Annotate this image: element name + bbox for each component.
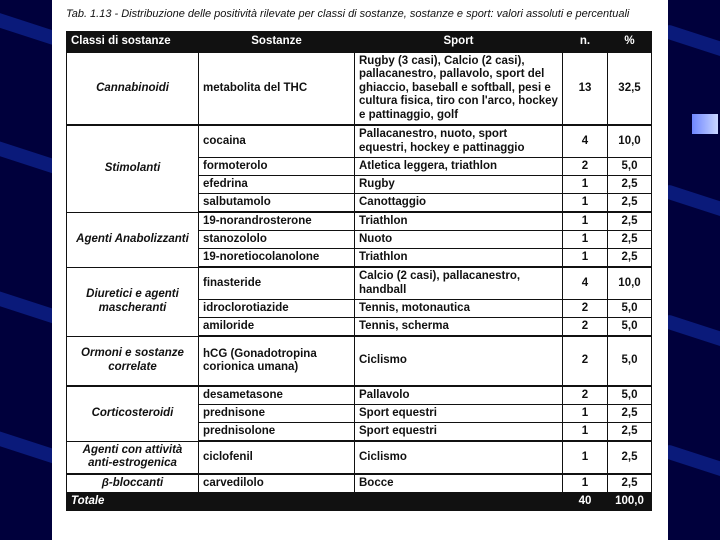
background-stripe bbox=[661, 183, 720, 230]
pct-cell: 2,5 bbox=[608, 441, 652, 474]
substance-cell: formoterolo bbox=[199, 158, 355, 176]
background-stripe bbox=[661, 23, 720, 70]
n-cell: 1 bbox=[563, 194, 608, 213]
table-row bbox=[67, 336, 652, 386]
header-pct: % bbox=[608, 32, 652, 53]
pct-cell: 32,5 bbox=[608, 53, 652, 126]
pct-cell: 2,5 bbox=[608, 405, 652, 423]
sport-cell: Sport equestri bbox=[355, 423, 563, 442]
substances-table bbox=[66, 31, 652, 511]
substance-cell: prednisone bbox=[199, 405, 355, 423]
pct-cell: 5,0 bbox=[608, 300, 652, 318]
substance-cell: desametasone bbox=[199, 386, 355, 405]
class-cell: Stimolanti bbox=[67, 125, 199, 212]
sport-cell: Atletica leggera, triathlon bbox=[355, 158, 563, 176]
header-substance: Sostanze bbox=[199, 32, 355, 53]
table-row bbox=[67, 212, 652, 231]
n-cell: 1 bbox=[563, 249, 608, 268]
substance-cell: amiloride bbox=[199, 318, 355, 337]
table-row bbox=[67, 267, 652, 300]
table-row bbox=[67, 441, 652, 474]
substance-cell: 19-norandrosterone bbox=[199, 212, 355, 231]
pct-cell: 2,5 bbox=[608, 249, 652, 268]
substance-cell: efedrina bbox=[199, 176, 355, 194]
n-cell: 2 bbox=[563, 300, 608, 318]
sport-cell: Tennis, motonautica bbox=[355, 300, 563, 318]
n-cell: 2 bbox=[563, 386, 608, 405]
pct-cell: 2,5 bbox=[608, 474, 652, 493]
substance-cell: finasteride bbox=[199, 267, 355, 300]
n-cell: 4 bbox=[563, 267, 608, 300]
pct-cell: 10,0 bbox=[608, 125, 652, 158]
pct-cell: 2,5 bbox=[608, 194, 652, 213]
pct-cell: 10,0 bbox=[608, 267, 652, 300]
sport-cell: Nuoto bbox=[355, 231, 563, 249]
n-cell: 1 bbox=[563, 441, 608, 474]
pct-cell: 5,0 bbox=[608, 318, 652, 337]
pct-cell: 5,0 bbox=[608, 158, 652, 176]
sport-cell: Rugby (3 casi), Calcio (2 casi), pallacanestro, pallavolo, sport del ghiaccio, baseball e softball, pesi e cultura fisica, tiro con l'arco, hockey e pattinaggio, golf bbox=[355, 53, 563, 126]
n-cell: 1 bbox=[563, 474, 608, 493]
table-row bbox=[67, 474, 652, 493]
class-cell: Agenti con attività anti-estrogenica bbox=[67, 441, 199, 474]
class-cell: Agenti Anabolizzanti bbox=[67, 212, 199, 267]
sport-cell: Pallacanestro, nuoto, sport equestri, hockey e pattinaggio bbox=[355, 125, 563, 158]
n-cell: 2 bbox=[563, 318, 608, 337]
sport-cell: Bocce bbox=[355, 474, 563, 493]
sport-cell: Canottaggio bbox=[355, 194, 563, 213]
pct-cell: 5,0 bbox=[608, 386, 652, 405]
n-cell: 1 bbox=[563, 212, 608, 231]
table-caption: Tab. 1.13 - Distribuzione delle positività rilevate per classi di sostanze, sostanze e sport: valori assoluti e percentuali bbox=[66, 8, 630, 20]
substance-cell: metabolita del THC bbox=[199, 53, 355, 126]
n-cell: 1 bbox=[563, 423, 608, 442]
total-pct: 100,0 bbox=[608, 493, 652, 511]
class-cell: β-bloccanti bbox=[67, 474, 199, 493]
header-n: n. bbox=[563, 32, 608, 53]
substance-cell: salbutamolo bbox=[199, 194, 355, 213]
n-cell: 1 bbox=[563, 405, 608, 423]
pct-cell: 2,5 bbox=[608, 176, 652, 194]
n-cell: 13 bbox=[563, 53, 608, 126]
pct-cell: 2,5 bbox=[608, 423, 652, 442]
class-cell: Corticosteroidi bbox=[67, 386, 199, 441]
substance-cell: carvedilolo bbox=[199, 474, 355, 493]
table-header-row bbox=[67, 32, 652, 53]
sport-cell: Triathlon bbox=[355, 212, 563, 231]
n-cell: 1 bbox=[563, 231, 608, 249]
pct-cell: 5,0 bbox=[608, 336, 652, 386]
substance-cell: stanozololo bbox=[199, 231, 355, 249]
pct-cell: 2,5 bbox=[608, 212, 652, 231]
table-row bbox=[67, 386, 652, 405]
substance-cell: prednisolone bbox=[199, 423, 355, 442]
background-stripe bbox=[661, 313, 720, 360]
pct-cell: 2,5 bbox=[608, 231, 652, 249]
document-page bbox=[52, 0, 668, 540]
sport-cell: Ciclismo bbox=[355, 441, 563, 474]
class-cell: Cannabinoidi bbox=[67, 53, 199, 126]
n-cell: 4 bbox=[563, 125, 608, 158]
class-cell: Diuretici e agenti mascheranti bbox=[67, 267, 199, 336]
n-cell: 1 bbox=[563, 176, 608, 194]
substance-cell: cocaina bbox=[199, 125, 355, 158]
total-n: 40 bbox=[563, 493, 608, 511]
sport-cell: Calcio (2 casi), pallacanestro, handball bbox=[355, 267, 563, 300]
substance-cell: ciclofenil bbox=[199, 441, 355, 474]
sport-cell: Pallavolo bbox=[355, 386, 563, 405]
total-label: Totale bbox=[67, 493, 563, 511]
sport-cell: Tennis, scherma bbox=[355, 318, 563, 337]
n-cell: 2 bbox=[563, 336, 608, 386]
header-sport: Sport bbox=[355, 32, 563, 53]
table-row bbox=[67, 125, 652, 158]
sport-cell: Sport equestri bbox=[355, 405, 563, 423]
class-cell: Ormoni e sostanze correlate bbox=[67, 336, 199, 386]
header-class: Classi di sostanze bbox=[67, 32, 199, 53]
slide-bullet-icon bbox=[692, 114, 718, 134]
table-row bbox=[67, 53, 652, 126]
sport-cell: Ciclismo bbox=[355, 336, 563, 386]
n-cell: 2 bbox=[563, 158, 608, 176]
sport-cell: Triathlon bbox=[355, 249, 563, 268]
sport-cell: Rugby bbox=[355, 176, 563, 194]
background-stripe bbox=[661, 443, 720, 490]
substance-cell: 19-noretiocolanolone bbox=[199, 249, 355, 268]
substance-cell: idroclorotiazide bbox=[199, 300, 355, 318]
total-row bbox=[67, 493, 652, 511]
substance-cell: hCG (Gonadotropina corionica umana) bbox=[199, 336, 355, 386]
